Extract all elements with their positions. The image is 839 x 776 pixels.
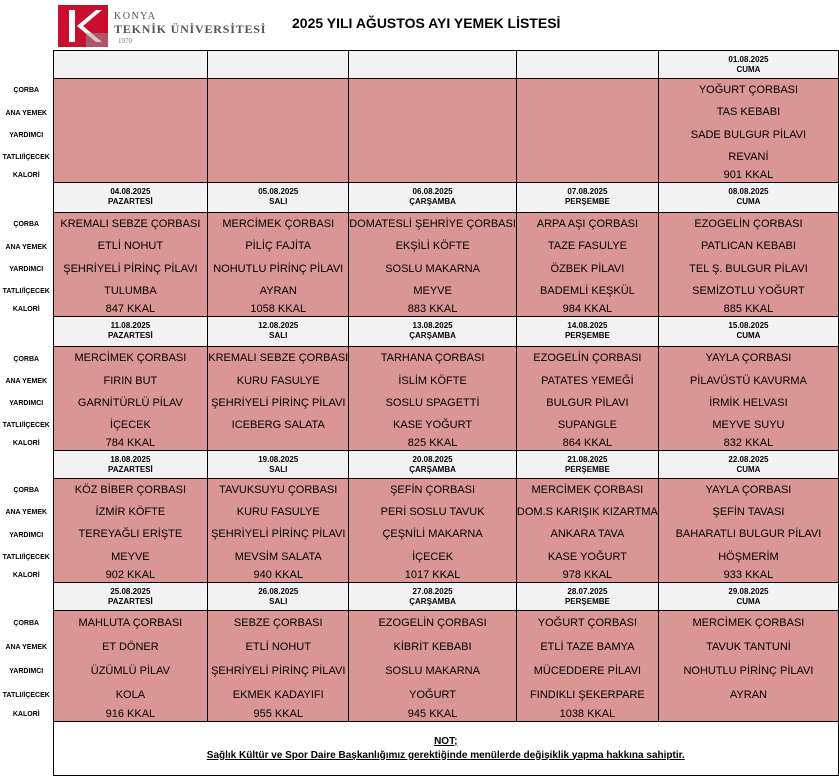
date-text: 06.08.2025 [412,187,453,196]
menu-cell [208,79,349,183]
menu-item [517,79,658,101]
menu-item: SUPANGLE [557,419,617,431]
date-text [54,51,208,54]
menu-item: KASE YOĞURT [393,419,473,431]
menu-item: REVANİ [728,151,769,163]
menu-item: PERİ SOSLU TAVUK [380,506,485,518]
day-name: PERŞEMBE [564,465,610,474]
row-label: ANA YEMEK [5,508,48,516]
date-cell [208,317,349,347]
menu-cell [208,611,349,722]
date-cell [208,583,349,611]
menu-item: ŞEHRİYELİ PİRİNÇ PİLAVI [211,397,346,409]
calorie-value [208,436,348,450]
date-text: 22.08.2025 [728,455,769,464]
menu-item [208,79,348,101]
menu-item: YOĞURT [409,689,456,701]
food-row [0,79,839,183]
note-title: NOT; [434,735,458,747]
row-labels-cell [0,451,53,583]
row-label: ANA YEMEK [5,643,48,651]
menu-item: ŞEHRİYELİ PİRİNÇ PİLAVI [63,263,198,275]
note-spacer [0,722,53,776]
day-name: ÇARŞAMBA [409,331,456,340]
menu-item: ANKARA TAVA [550,528,625,540]
calorie-value: 902 KKAL [105,569,156,581]
menu-item: ŞEHRİYELİ PİRİNÇ PİLAVI [211,665,346,677]
menu-item: MERCİMEK ÇORBASI [531,484,644,496]
food-row [0,347,839,451]
row-label: KALORİ [12,710,40,718]
menu-item: TARHANA ÇORBASI [380,352,485,364]
date-text: 04.08.2025 [110,187,151,196]
row-label: ÇORBA [13,220,40,228]
date-cell [208,51,349,79]
row-labels-cell [0,583,53,722]
day-name: CUMA [736,65,761,74]
menu-cell [53,479,208,583]
row-label: TATLI/İÇECEK [2,553,50,561]
menu-item: ÇEŞNİLİ MAKARNA [382,528,483,540]
menu-cell [53,79,208,183]
menu-item: KURU FASULYE [236,375,320,387]
date-text: 11.08.2025 [110,321,151,330]
row-label: YARDIMCI [9,531,44,539]
row-label: ÇORBA [13,355,40,363]
menu-item: İRMİK HELVASI [709,397,788,409]
calorie-value: 945 KKAL [407,708,458,720]
date-text [349,51,516,54]
row-label: ANA YEMEK [5,109,48,117]
date-text: 26.08.2025 [258,587,299,596]
menu-item: İÇECEK [412,551,454,563]
row-label: TATLI/İÇECEK [2,153,50,161]
calorie-value: 825 KKAL [407,437,458,449]
menu-item: TAS KEBABI [716,106,781,118]
menu-item: PİLAVÜSTÜ KAVURMA [689,375,807,387]
menu-item [517,124,658,146]
menu-item [349,79,516,101]
menu-item: AYRAN [259,285,297,297]
page-title: 2025 YILI AĞUSTOS AYI YEMEK LİSTESİ [292,15,561,31]
calorie-value: 847 KKAL [105,303,156,315]
food-row [0,611,839,722]
menu-cell [516,213,658,317]
calorie-value: 885 KKAL [723,303,774,315]
row-label: ANA YEMEK [5,377,48,385]
date-cell [658,183,838,213]
calorie-value: 984 KKAL [562,303,613,315]
date-cell [658,583,838,611]
menu-item: PİLİÇ FAJİTA [245,240,312,252]
calorie-value: 1017 KKAL [404,569,461,581]
menu-item: MERCİMEK ÇORBASI [74,352,187,364]
menu-item: İZMİR KÖFTE [95,506,166,518]
menu-item: KOLA [115,689,146,701]
menu-item: SEBZE ÇORBASI [233,617,323,629]
note-row [0,722,839,776]
date-cell [349,317,517,347]
date-text: 27.08.2025 [412,587,453,596]
menu-item: TAZE FASULYE [547,240,627,252]
date-cell [53,451,208,479]
date-cell [658,451,838,479]
date-cell [516,51,658,79]
menu-cell [516,79,658,183]
menu-item: ARPA AŞI ÇORBASI [536,218,639,230]
calorie-value: 978 KKAL [562,569,613,581]
menu-item: TEL Ş. BULGUR PİLAVI [689,263,808,275]
menu-item: FINDIKLI ŞEKERPARE [530,689,645,701]
menu-item: PATATES YEMEĞİ [541,375,634,387]
menu-item: ŞEFİN TAVASI [712,506,785,518]
date-text: 14.08.2025 [567,321,608,330]
date-row [0,183,839,213]
menu-item: ETLİ NOHUT [245,641,311,653]
date-cell [349,183,517,213]
menu-item: BADEMLİ KEŞKÜL [540,285,635,297]
menu-item: AYRAN [729,689,767,701]
date-text: 18.08.2025 [110,455,151,464]
menu-cell [516,479,658,583]
menu-item: HÖŞMERİM [718,551,779,563]
date-text: 29.08.2025 [728,587,769,596]
menu-item [349,146,516,168]
menu-cell [208,479,349,583]
row-labels-cell [0,317,53,451]
day-name: PERŞEMBE [564,197,610,206]
menu-item [349,101,516,124]
date-cell [349,51,517,79]
menu-item: GARNİTÜRLÜ PİLAV [77,397,183,409]
menu-item: ŞEHRİYELİ PİRİNÇ PİLAVI [211,528,346,540]
day-name: CUMA [736,465,761,474]
date-cell [53,183,208,213]
menu-item: TEREYAĞLI ERİŞTE [78,528,183,540]
calorie-value: 933 KKAL [723,569,774,581]
date-cell [349,583,517,611]
date-row [0,51,839,79]
day-name: PAZARTESİ [108,197,153,206]
menu-item: MAHLUTA ÇORBASI [78,617,183,629]
note-cell [53,722,838,776]
calorie-value: 1058 KKAL [250,303,307,315]
date-text: 28.07.2025 [567,587,608,596]
date-text [517,51,658,54]
calorie-value: 883 KKAL [407,303,458,315]
menu-item: MEYVE SUYU [712,419,785,431]
day-name: PAZARTESİ [108,331,153,340]
menu-item: EZOGELİN ÇORBASI [533,352,642,364]
menu-item: MEYVE [413,285,452,297]
logo-line-2: TEKNİK ÜNİVERSİTESİ [114,22,267,36]
row-label: TATLI/İÇECEK [2,421,50,429]
date-text: 12.08.2025 [258,321,299,330]
date-text: 20.08.2025 [412,455,453,464]
row-label: YARDIMCI [9,667,44,675]
menu-item: MERCİMEK ÇORBASI [692,617,805,629]
menu-item: MÜCEDDERE PİLAVI [533,665,642,677]
row-label: KALORİ [12,171,40,179]
calorie-value: 916 KKAL [105,708,156,720]
row-label: YARDIMCI [9,265,44,273]
date-cell [53,51,208,79]
menu-item: MERCİMEK ÇORBASI [222,218,335,230]
menu-item [54,124,208,146]
day-name: PERŞEMBE [564,331,610,340]
menu-item: ETLİ TAZE BAMYA [540,641,635,653]
menu-cell [658,79,838,183]
calorie-value [208,168,348,182]
date-cell [516,583,658,611]
menu-cell [349,347,517,451]
menu-item [54,101,208,124]
date-cell [516,317,658,347]
menu-cell [208,213,349,317]
menu-cell [658,347,838,451]
calorie-value [54,168,208,182]
menu-item [208,146,348,168]
calorie-value: 864 KKAL [562,437,613,449]
menu-item [208,101,348,124]
day-name: ÇARŞAMBA [409,465,456,474]
menu-cell [349,479,517,583]
menu-item: DOM.S KARIŞIK KIZARTMA [516,506,658,518]
calorie-value: 901 KKAL [723,169,774,181]
row-label: KALORİ [12,305,40,313]
menu-item: NOHUTLU PİRİNÇ PİLAVI [683,665,814,677]
menu-item: SADE BULGUR PİLAVI [690,129,807,141]
menu-item: ET DÖNER [102,641,159,653]
day-name: CUMA [736,331,761,340]
calorie-value: 832 KKAL [723,437,774,449]
day-name: CUMA [736,597,761,606]
menu-cell [349,611,517,722]
university-logo-icon [58,5,108,47]
date-text: 25.08.2025 [110,587,151,596]
menu-cell [516,611,658,722]
menu-item: İSLİM KÖFTE [398,375,467,387]
date-text: 08.08.2025 [728,187,769,196]
date-cell [208,451,349,479]
menu-item: SEMİZOTLU YOĞURT [692,285,805,297]
date-text: 05.08.2025 [258,187,299,196]
calorie-value: 940 KKAL [253,569,304,581]
menu-item: TAVUK TANTUNİ [706,641,791,653]
date-text: 15.08.2025 [728,321,769,330]
menu-item: KREMALI SEBZE ÇORBASI [60,218,201,230]
date-cell [658,51,838,79]
menu-table [0,50,839,776]
menu-item: KURU FASULYE [236,506,320,518]
menu-cell [53,611,208,722]
date-cell [208,183,349,213]
menu-item: EKMEK KADAYIFI [232,689,324,701]
calorie-value [517,168,658,182]
menu-item: SOSLU MAKARNA [385,665,480,677]
menu-cell [349,213,517,317]
menu-item [54,146,208,168]
menu-item: YOĞURT ÇORBASI [698,84,799,96]
menu-item: YOĞURT ÇORBASI [537,617,638,629]
calorie-value [349,168,516,182]
date-row [0,583,839,611]
menu-item: TAVUKSUYU ÇORBASI [219,484,338,496]
note-text: Sağlık Kültür ve Spor Daire Başkanlığımız gerektiğinde menülerde değişiklik yapma hakkına sahiptir. [206,749,685,761]
menu-item: İÇECEK [109,419,151,431]
day-name: SALI [269,597,288,606]
menu-cell [53,347,208,451]
menu-item: TULUMBA [104,285,157,297]
row-label: ÇORBA [13,619,40,627]
date-text: 07.08.2025 [567,187,608,196]
menu-cell [658,479,838,583]
date-cell [349,451,517,479]
date-cell [516,183,658,213]
date-text: 19.08.2025 [258,455,299,464]
row-label: YARDIMCI [9,131,44,139]
menu-item: KASE YOĞURT [547,551,627,563]
row-labels-cell [0,51,53,183]
menu-item: ICEBERG SALATA [231,419,325,431]
menu-item: FIRIN BUT [103,375,158,387]
menu-cell [208,347,349,451]
row-label: ÇORBA [13,486,40,494]
calorie-value: 784 KKAL [105,437,156,449]
row-label: TATLI/İÇECEK [2,287,50,295]
day-name: SALI [269,465,288,474]
day-name: SALI [269,331,288,340]
menu-item [54,79,208,101]
row-label: KALORİ [12,571,40,579]
logo-line-1: KONYA [114,11,157,22]
menu-item: ÖZBEK PİLAVI [550,263,625,275]
menu-item: KREMALI SEBZE ÇORBASI [208,352,349,364]
date-row [0,451,839,479]
menu-item: BAHARATLI BULGUR PİLAVI [675,528,822,540]
day-name: PAZARTESİ [108,597,153,606]
date-text [208,51,348,54]
menu-item: SOSLU MAKARNA [385,263,480,275]
menu-item: ŞEFİN ÇORBASI [390,484,476,496]
row-label: ANA YEMEK [5,243,48,251]
day-name: ÇARŞAMBA [409,197,456,206]
food-row [0,479,839,583]
date-row [0,317,839,347]
calorie-value: 1038 KKAL [559,708,616,720]
menu-cell [658,611,838,722]
food-row [0,213,839,317]
row-labels-cell [0,183,53,317]
menu-item [517,101,658,124]
day-name: SALI [269,197,288,206]
menu-cell [349,79,517,183]
menu-item: MEYVE [111,551,150,563]
menu-item: NOHUTLU PİRİNÇ PİLAVI [213,263,344,275]
menu-item [349,124,516,146]
menu-item [208,124,348,146]
day-name: CUMA [736,197,761,206]
menu-item: EZOGELİN ÇORBASI [694,218,803,230]
page-header [0,0,839,50]
menu-item: EKŞİLİ KÖFTE [395,240,470,252]
date-text: 01.08.2025 [728,55,769,64]
calorie-value: 955 KKAL [253,708,304,720]
date-text: 13.08.2025 [412,321,453,330]
menu-item: YAYLA ÇORBASI [705,352,792,364]
menu-item [517,146,658,168]
menu-cell [658,213,838,317]
university-logo [58,5,267,47]
date-text: 21.08.2025 [567,455,608,464]
menu-item: YAYLA ÇORBASI [705,484,792,496]
menu-cell [53,213,208,317]
menu-item: EZOGELİN ÇORBASI [378,617,487,629]
date-cell [53,317,208,347]
menu-item: DOMATESLİ ŞEHRİYE ÇORBASI [349,218,516,230]
day-name: PERŞEMBE [564,597,610,606]
logo-year: 1970 [118,37,132,45]
row-label: YARDIMCI [9,399,44,407]
menu-item: MEVSİM SALATA [234,551,322,563]
date-cell [516,451,658,479]
day-name: PAZARTESİ [108,465,153,474]
calorie-value [659,707,838,721]
menu-cell [516,347,658,451]
row-label: KALORİ [12,439,40,447]
menu-item: BULGUR PİLAVI [546,397,629,409]
menu-item: PATLICAN KEBABI [700,240,796,252]
menu-item: ÜZÜMLÜ PİLAV [90,665,171,677]
menu-item: ETLİ NOHUT [97,240,164,252]
row-label: TATLI/İÇECEK [2,691,50,699]
day-name: ÇARŞAMBA [409,597,456,606]
menu-item: KİBRİT KEBABI [393,641,472,653]
row-label: ÇORBA [13,86,40,94]
date-cell [658,317,838,347]
menu-item: SOSLU SPAGETTİ [385,397,480,409]
menu-item: KÖZ BİBER ÇORBASI [74,484,186,496]
date-cell [53,583,208,611]
